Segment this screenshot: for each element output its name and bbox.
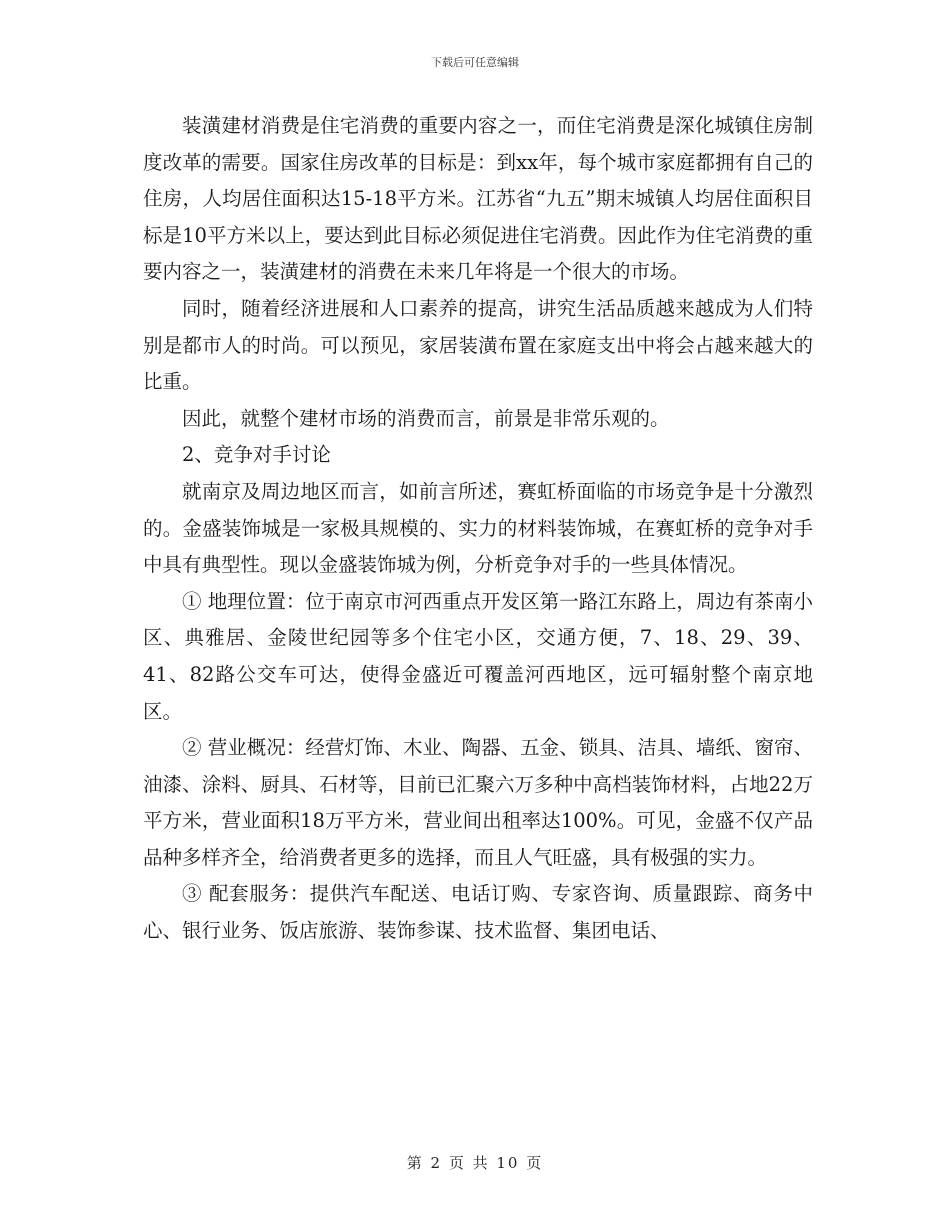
paragraph-conclusion: 因此，就整个建材市场的消费而言，前景是非常乐观的。 [182,406,670,430]
page-footer: 第 2 页 共 10 页 [406,1154,544,1172]
page-header: 下载后可任意编辑 [431,56,519,69]
document-body [143,108,813,950]
paragraph-business-overview: ② 营业概况：经营灯饰、木业、陶器、五金、锁具、洁具、墙纸、窗帘、油漆、涂料、厨具、石材等，目前已汇聚六万多种中高档装饰材料，占地22万平方米，营业面积18万平方米，营业间出租率达100%。可见，金盛不仅产品品种多样齐全，给消费者更多的选择，而且人气旺盛，具有极强的实力。 [143,736,813,869]
paragraph-location: ① 地理位置：位于南京市河西重点开发区第一路江东路上，周边有茶南小区、典雅居、金陵世纪园等多个住宅小区，交通方便，7、18、29、39、41、82路公交车可达，使得金盛近可覆盖河西地区，远可辐射整个南京地区。 [143,589,813,723]
paragraph-lifestyle-trend: 同时，随着经济进展和人口素养的提高，讲究生活品质越来越成为人们特别是都市人的时尚。可以预见，家居装潢布置在家庭支出中将会占越来越大的比重。 [143,296,813,394]
paragraph-services: ③ 配套服务：提供汽车配送、电话订购、专家咨询、质量跟踪、商务中心、银行业务、饭店旅游、装饰参谋、技术监督、集团电话、 [143,882,813,943]
paragraph-competitor-intro: 就南京及周边地区而言，如前言所述，赛虹桥面临的市场竞争是十分激烈的。金盛装饰城是一家极具规模的、实力的材料装饰城，在赛虹桥的竞争对手中具有典型性。现以金盛装饰城为例，分析竞争对手的一些具体情况。 [143,479,813,577]
paragraph-market-outlook: 装潢建材消费是住宅消费的重要内容之一，而住宅消费是深化城镇住房制度改革的需要。国家住房改革的目标是：到xx年，每个城市家庭都拥有自己的住房，人均居住面积达15-18平方米。江苏省“九五”期末城镇人均居住面积目标是10平方米以上，要达到此目标必须促进住宅消费。因此作为住宅消费的重要内容之一，装潢建材的消费在未来几年将是一个很大的市场。 [143,114,813,284]
section-heading-competitors: 2、竞争对手讨论 [182,443,331,467]
